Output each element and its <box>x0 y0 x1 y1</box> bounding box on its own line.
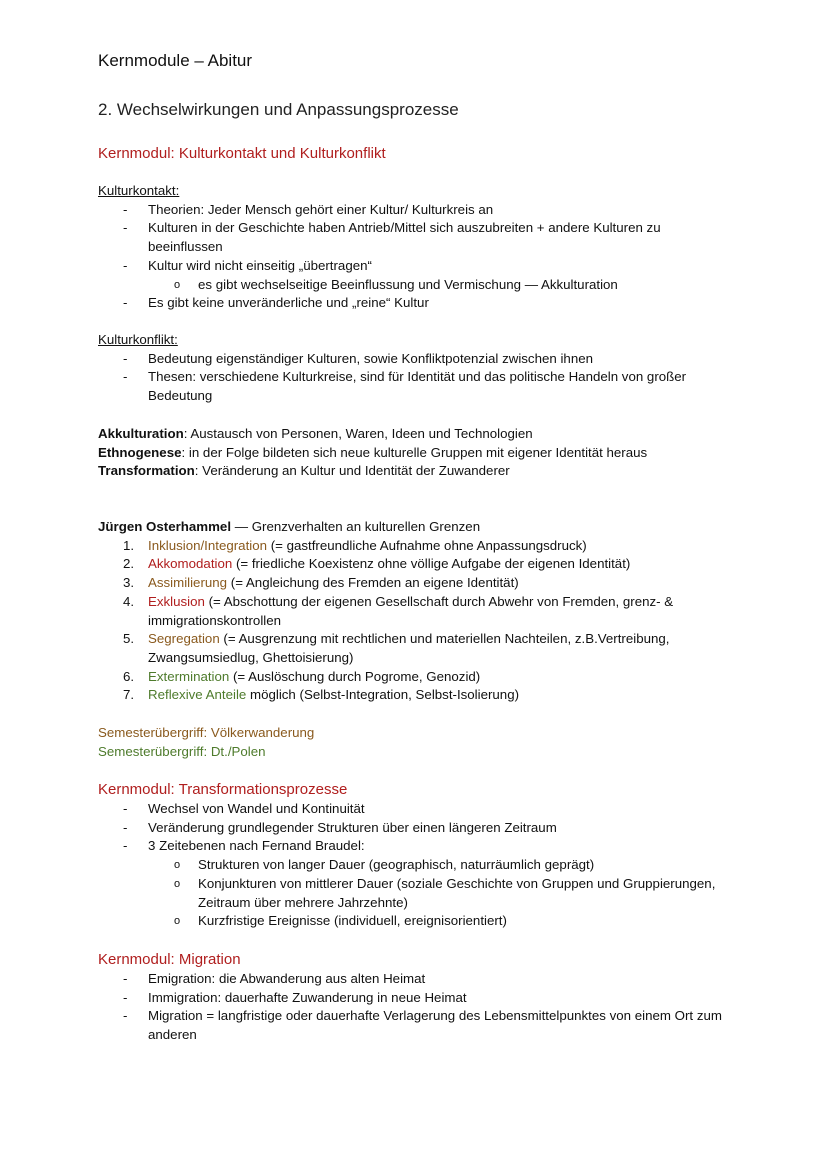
item-number: 1. <box>123 537 135 553</box>
module3-section <box>98 950 738 1045</box>
definition-text: : in der Folge bildeten sich neue kulturelle Gruppen mit eigener Identität heraus <box>181 444 648 460</box>
list-item <box>98 574 738 593</box>
list-item: - Migration = langfristige oder dauerhafte Verlagerung des Lebensmittelpunktes von einem Ort zum anderen <box>98 1007 738 1044</box>
semester-reference: Semesterübergriff: Völkerwanderung <box>98 725 315 740</box>
definition-term: Ethnogenese <box>98 444 182 460</box>
kulturkontakt-section <box>98 182 738 313</box>
definition-term: Transformation <box>98 463 195 479</box>
osterhammel-title: — Grenzverhalten an kulturellen Grenzen <box>231 519 481 534</box>
osterhammel-author: Jürgen Osterhammel <box>98 519 232 534</box>
sub-list-item: o Strukturen von langer Dauer (geographisch, naturräumlich geprägt) <box>98 856 738 875</box>
item-number: 6. <box>123 668 135 684</box>
list-item: - Wechsel von Wandel und Kontinuität <box>98 800 738 819</box>
definition-ethnogenese <box>98 444 738 463</box>
definition-text: : Veränderung an Kultur und Identität der Zuwanderer <box>194 463 510 479</box>
kulturkontakt-list <box>98 201 738 276</box>
definition-text: : Austausch von Personen, Waren, Ideen und Technologien <box>183 426 533 441</box>
item-term: Reflexive Anteile <box>148 687 247 703</box>
list-item: - Kultur wird nicht einseitig „übertragen“ <box>98 257 738 276</box>
semester-reference: Semesterübergriff: Dt./Polen <box>98 743 266 759</box>
list-item: - Emigration: die Abwanderung aus alten Heimat <box>98 970 738 989</box>
definitions-section <box>98 425 738 481</box>
list-item: - Bedeutung eigenständiger Kulturen, sowie Konfliktpotenzial zwischen ihnen <box>98 350 738 369</box>
definition-term: Akkulturation <box>98 426 184 441</box>
item-term: Inklusion/Integration <box>148 537 268 553</box>
list-item <box>98 593 738 630</box>
item-text: (= Angleichung des Fremden an eigene Identität) <box>227 575 519 591</box>
module1-title: Kernmodul: Kulturkontakt und Kulturkonflikt <box>98 145 386 162</box>
module2-title: Kernmodul: Transformationsprozesse <box>98 781 348 798</box>
section-title: 2. Wechselwirkungen und Anpassungsprozesse <box>98 100 459 119</box>
list-item: - Kulturen in der Geschichte haben Antrieb/Mittel sich auszubreiten + andere Kulturen zu beeinflussen <box>98 219 738 256</box>
definition-transformation <box>98 462 738 481</box>
kulturkontakt-list-cont <box>98 294 738 313</box>
kulturkontakt-heading: Kulturkontakt: <box>98 183 180 198</box>
item-number: 3. <box>123 575 135 591</box>
item-term: Exklusion <box>148 593 205 609</box>
item-text: (= friedliche Koexistenz ohne völlige Aufgabe der eigenen Identität) <box>232 556 631 572</box>
sub-list-item: o Kurzfristige Ereignisse (individuell, ereignisorientiert) <box>98 912 738 931</box>
osterhammel-section <box>98 518 738 705</box>
sub-list-item: o es gibt wechselseitige Beeinflussung und Vermischung — Akkulturation <box>98 276 738 295</box>
semester-section <box>98 724 738 761</box>
list-item <box>98 686 738 705</box>
sub-list-item: o Konjunkturen von mittlerer Dauer (soziale Geschichte von Gruppen und Gruppierungen, Zeitraum über mehrere Jahrzehnte) <box>98 875 738 912</box>
module1-section <box>98 144 738 164</box>
module2-section <box>98 780 738 931</box>
osterhammel-list <box>98 537 738 705</box>
item-term: Assimilierung <box>148 575 228 591</box>
item-text: möglich (Selbst-Integration, Selbst-Isolierung) <box>246 687 520 703</box>
kulturkonflikt-section <box>98 331 738 406</box>
item-number: 4. <box>123 593 135 609</box>
item-text: (= Ausgrenzung mit rechtlichen und materiellen Nachteilen, z.B.Vertreibung, Zwangsumsiedlug, Ghettoisierung) <box>148 631 670 665</box>
list-item: - Immigration: dauerhafte Zuwanderung in neue Heimat <box>98 989 738 1008</box>
kulturkonflikt-heading: Kulturkonflikt: <box>98 332 178 347</box>
osterhammel-heading <box>98 518 738 537</box>
list-item: - Veränderung grundlegender Strukturen über einen längeren Zeitraum <box>98 819 738 838</box>
module3-list <box>98 970 738 1045</box>
kulturkontakt-sublist <box>98 276 738 295</box>
list-item: - 3 Zeitebenen nach Fernand Braudel: <box>98 837 738 856</box>
item-term: Segregation <box>148 631 220 647</box>
list-item: - Theorien: Jeder Mensch gehört einer Kultur/ Kulturkreis an <box>98 201 738 220</box>
item-text: (= Auslöschung durch Pogrome, Genozid) <box>229 668 481 684</box>
list-item <box>98 668 738 687</box>
braudel-sublist <box>98 856 738 931</box>
list-item <box>98 555 738 574</box>
item-number: 7. <box>123 687 135 703</box>
list-item: - Es gibt keine unveränderliche und „reine“ Kultur <box>98 294 738 313</box>
list-item <box>98 537 738 556</box>
document-title: Kernmodule – Abitur <box>98 51 253 70</box>
module2-list <box>98 800 738 856</box>
list-item <box>98 630 738 667</box>
item-text: (= Abschottung der eigenen Gesellschaft durch Abwehr von Fremden, grenz- & immigrationskontrollen <box>148 593 674 628</box>
item-term: Extermination <box>148 668 230 684</box>
module3-title: Kernmodul: Migration <box>98 951 241 968</box>
item-term: Akkomodation <box>148 556 233 572</box>
definition-akkulturation <box>98 425 738 444</box>
item-number: 2. <box>123 556 135 572</box>
item-number: 5. <box>123 631 135 647</box>
list-item: - Thesen: verschiedene Kulturkreise, sind für Identität und das politische Handeln von großer Bedeutung <box>98 368 738 405</box>
item-text: (= gastfreundliche Aufnahme ohne Anpassungsdruck) <box>267 537 587 553</box>
kulturkonflikt-list <box>98 350 738 406</box>
